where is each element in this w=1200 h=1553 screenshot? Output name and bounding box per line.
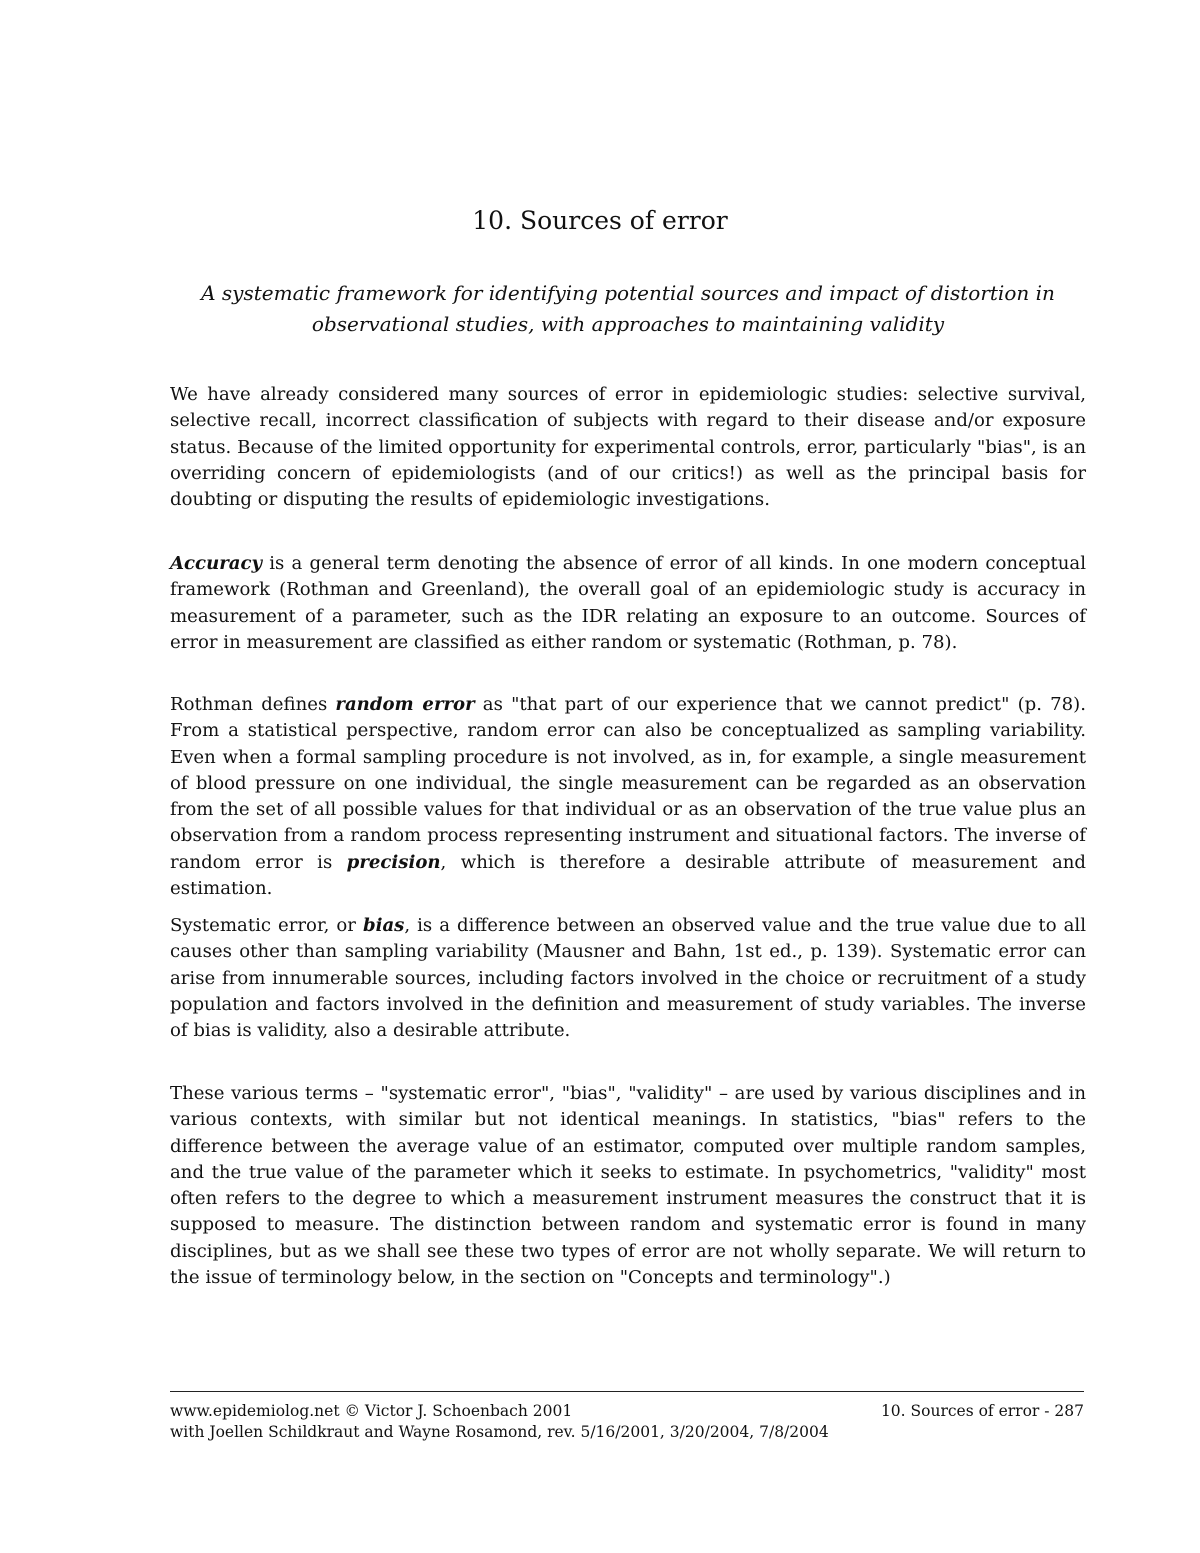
paragraph-random-error [170, 692, 1086, 902]
footer-divider [170, 1391, 1084, 1392]
subtitle [170, 278, 1086, 340]
term-accuracy: Accuracy [170, 553, 263, 574]
paragraph-text: is a general term denoting the absence of error of all kinds. In one modern conceptual framework (Rothman and Greenland), the overall goal of an epidemiologic study is accuracy in measurement of a parameter, such as the IDR relating an exposure to an outcome. Sources of error in measurement are classified as either random or systematic (Rothman, p. 78). [170, 553, 1086, 653]
page-title: 10. Sources of error [472, 206, 728, 235]
subtitle-line-2: observational studies, with approaches to maintaining validity [311, 312, 945, 336]
paragraph-error-sources [170, 382, 1086, 513]
paragraph-terminology [170, 1081, 1086, 1291]
paragraph-text: Rothman defines [170, 694, 336, 715]
term-bias: bias [362, 915, 405, 936]
term-precision: precision [346, 851, 441, 873]
footer-page-number: 10. Sources of error - 287 [880, 1402, 1084, 1420]
paragraph-text: , is a difference between an observed value and the true value due to all causes other than sampling variability (Mausner and Bahn, 1st ed., p. 139). Systematic error can arise from innumerable sources, including factors involved in the choice or recruitment of a study population and factors involved in the definition and measurement of study variables. The inverse of bias is validity, also a desirable attribute. [170, 915, 1086, 1042]
paragraph-accuracy [170, 551, 1086, 656]
paragraph-systematic-error [170, 913, 1086, 1044]
paragraph-text: , which is therefore a desirable attribute of measurement and estimation. [170, 851, 1086, 900]
paragraph-text: These various terms – "systematic error", "bias", "validity" – are used by various disciplines and in various contexts, with similar but not identical meanings. In statistics, "bias" refers to the difference between the average value of an estimator, computed over multiple random samples, and the true value of the parameter which it seeks to estimate. In psychometrics, "validity" most often refers to the degree to which a measurement instrument measures the construct that it is supposed to measure. The distinction between random and systematic error is found in many disciplines, but as we shall see these two types of error are not wholly separate. We will return to the issue of terminology below, in the section on "Concepts and terminology".) [170, 1083, 1086, 1289]
paragraph-text: as "that part of our experience that we cannot predict" (p. 78). From a statistical perspective, random error can also be conceptualized as sampling variability. Even when a formal sampling procedure is not involved, as in, for example, a single measurement of blood pressure on one individual, the single measurement can be regarded as an observation from the set of all possible values for that individual or as an observation of the true value plus an observation from a random process representing instrument and situational factors. The inverse of random error is [170, 694, 1086, 873]
footer-copyright: www.epidemiolog.net © Victor J. Schoenbach 2001 [170, 1402, 573, 1420]
footer-line-1 [170, 1401, 1084, 1422]
term-random-error: random error [335, 694, 475, 715]
paragraph-text: We have already considered many sources of error in epidemiologic studies: selective survival, selective recall, incorrect classification of subjects with regard to their disease and/or exposure status. Because of the limited opportunity for experimental controls, error, particularly "bias", is an overriding concern of epidemiologists (and of our critics!) as well as the principal basis for doubting or disputing the results of epidemiologic investigations. [170, 384, 1086, 511]
subtitle-line-1: A systematic framework for identifying potential sources and impact of distortion in [201, 281, 1055, 305]
paragraph-text: Systematic error, or [170, 915, 363, 936]
footer-revision-line: with Joellen Schildkraut and Wayne Rosamond, rev. 5/16/2001, 3/20/2004, 7/8/2004 [170, 1423, 829, 1441]
